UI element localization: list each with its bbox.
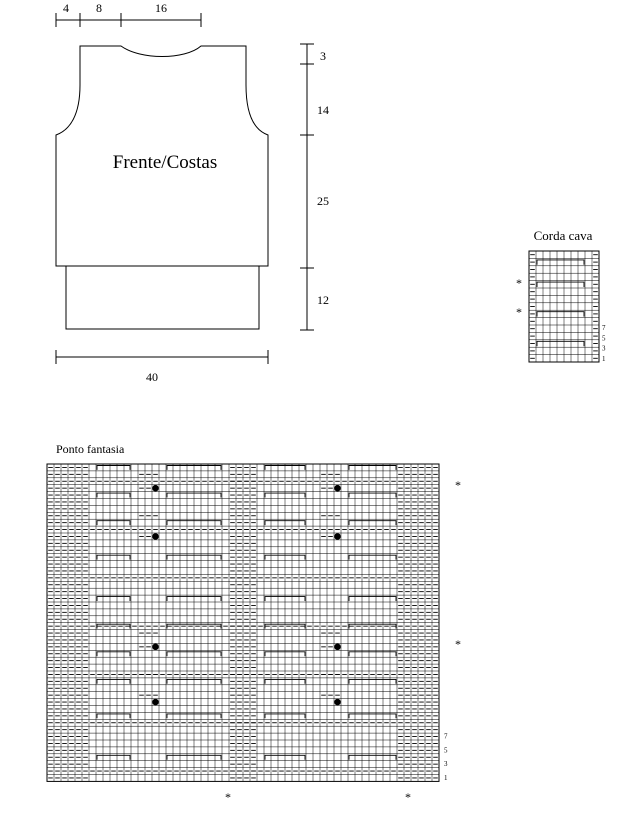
pattern-marker-bottom-2: * xyxy=(405,790,411,804)
pattern-marker-right-2: * xyxy=(455,637,461,651)
bobble-symbol xyxy=(152,699,159,706)
armhole-chart-title: Corda cava xyxy=(533,228,593,243)
pattern-marker-bottom-1: * xyxy=(225,790,231,804)
pattern-row-number: 3 xyxy=(444,760,448,769)
bobble-symbol xyxy=(334,485,341,492)
armhole-marker-2: * xyxy=(516,305,522,319)
cable-bracket xyxy=(537,260,584,265)
armhole-row-numbers xyxy=(602,324,606,363)
pattern-chart-grid xyxy=(47,464,439,781)
top-width-1: 4 xyxy=(63,1,69,15)
pattern-row-numbers xyxy=(444,733,448,782)
cable-bracket xyxy=(537,282,584,287)
armhole-chart-grid xyxy=(529,251,599,362)
armhole-row-number: 5 xyxy=(602,334,606,343)
cable-bracket xyxy=(349,466,396,470)
pattern-marker-right-1: * xyxy=(455,478,461,492)
cable-bracket xyxy=(349,597,396,601)
cable-bracket xyxy=(97,493,130,497)
cable-bracket xyxy=(537,312,584,317)
bobble-symbol xyxy=(152,644,159,651)
side-height-2: 14 xyxy=(317,103,329,117)
pattern-row-number: 5 xyxy=(444,746,448,755)
armhole-row-number: 1 xyxy=(602,355,606,363)
side-height-4: 12 xyxy=(317,293,329,307)
cable-bracket xyxy=(97,714,130,718)
cable-bracket xyxy=(97,521,130,525)
cable-bracket xyxy=(97,652,130,656)
cable-bracket xyxy=(349,679,396,683)
cable-bracket xyxy=(97,555,130,559)
bobble-symbol xyxy=(152,533,159,540)
garment-hem-band xyxy=(66,266,259,329)
armhole-marker-1: * xyxy=(516,276,522,290)
cable-bracket xyxy=(537,341,584,346)
pattern-chart-title: Ponto fantasia xyxy=(56,442,125,456)
cable-bracket xyxy=(349,652,396,656)
cable-bracket xyxy=(349,714,396,718)
bobble-symbol xyxy=(334,533,341,540)
pattern-row-number: 7 xyxy=(444,732,448,741)
bottom-width: 40 xyxy=(146,370,158,384)
cable-bracket xyxy=(349,521,396,525)
bobble-symbol xyxy=(334,644,341,651)
top-width-3: 16 xyxy=(155,1,167,15)
armhole-row-number: 7 xyxy=(602,323,606,332)
top-width-2: 8 xyxy=(96,1,102,15)
cable-bracket xyxy=(97,755,130,759)
cable-bracket xyxy=(349,555,396,559)
pattern-row-number: 1 xyxy=(444,773,448,782)
armhole-row-number: 3 xyxy=(602,344,606,353)
side-height-3: 25 xyxy=(317,194,329,208)
cable-bracket xyxy=(97,679,130,683)
bobble-symbol xyxy=(334,699,341,706)
cable-bracket xyxy=(97,466,130,470)
cable-bracket xyxy=(97,597,130,601)
garment-schematic xyxy=(56,13,314,364)
cable-bracket xyxy=(349,493,396,497)
schematic-title: Frente/Costas xyxy=(112,152,218,173)
bobble-symbol xyxy=(152,485,159,492)
side-height-1: 3 xyxy=(320,49,326,63)
cable-bracket xyxy=(349,755,396,759)
